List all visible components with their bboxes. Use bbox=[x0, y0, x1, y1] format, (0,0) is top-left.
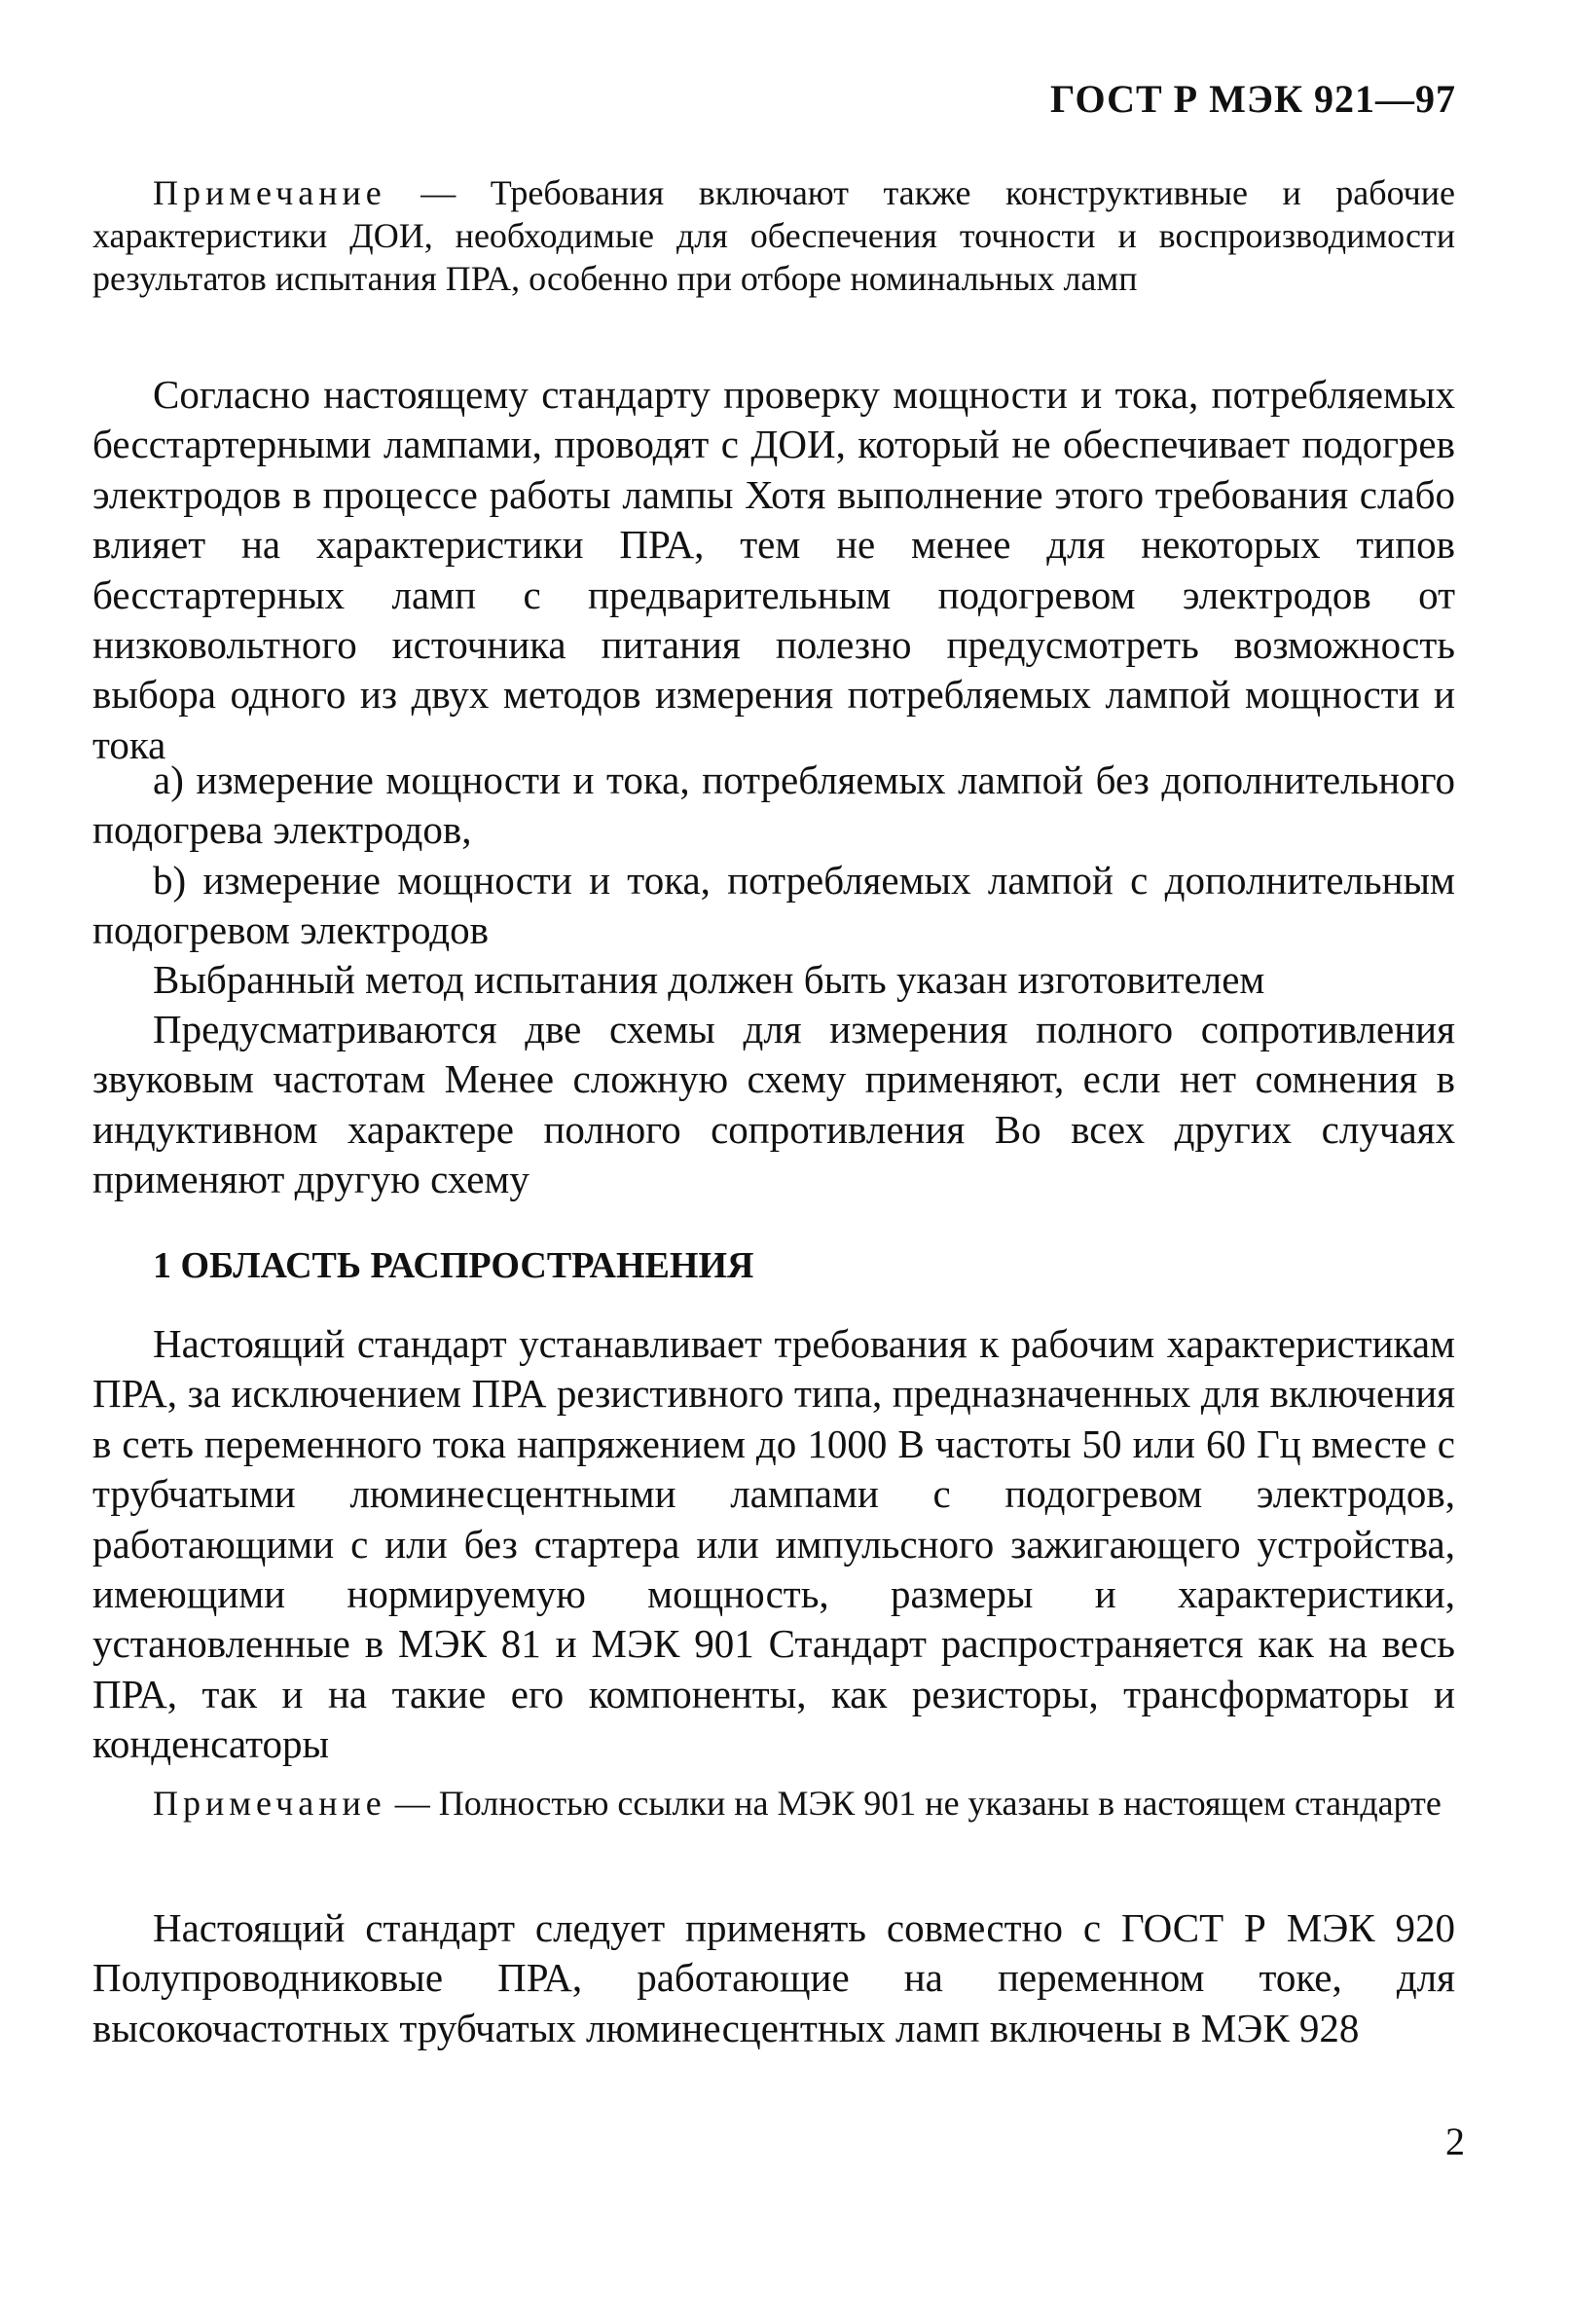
page-number: 2 bbox=[1445, 2120, 1465, 2163]
note-text: — Требования включают также конструктивные и рабочие характеристики ДОИ, необходимые для обеспечения точности и воспроизводимости результатов испытания ПРА, особенно при отборе номинальных ламп bbox=[92, 173, 1455, 298]
scope-paragraph-1: Настоящий стандарт устанавливает требования к рабочим характеристикам ПРА, за исключением ПРА резистивного типа, предназначенных для включения в сеть переменного тока напряжением до 1000 В частоты 50 или 60 Гц вместе с трубчатыми люминесцентными лампами с подогревом электродов, работающими с или без стартера или импульсного зажигающего устройства, имеющими нормируемую мощность, размеры и характеристики, установленные в МЭК 81 и МЭК 901 Стандарт распространяется как на весь ПРА, так и на такие его компоненты, как резисторы, трансформаторы и конденсаторы bbox=[92, 1321, 1455, 1767]
intro-paragraph-1: Согласно настоящему стандарту проверку мощности и тока, потребляемых бесстартерными лампами, проводят с ДОИ, который не обеспечивает подогрев электродов в процессе работы лампы Хотя выполнение этого требования слабо влияет на характеристики ПРА, тем не менее для некоторых типов бесстартерных ламп с предварительным подогревом электродов от низковольтного источника питания полезно предусмотреть возможность выбора одного из двух методов измерения потребляемых лампой мощности и тока bbox=[92, 372, 1455, 767]
section-heading: 1 ОБЛАСТЬ РАСПРОСТРАНЕНИЯ bbox=[153, 1245, 754, 1286]
intro-paragraph-2: Выбранный метод испытания должен быть указан изготовителем bbox=[153, 957, 1265, 1002]
standard-code-header: ГОСТ Р МЭК 921—97 bbox=[1050, 77, 1456, 121]
note-label: Примечание bbox=[153, 173, 386, 212]
note-references bbox=[92, 1782, 1455, 1825]
list-item-b: b) измерение мощности и тока, потребляемых лампой с дополнительным подогревом электродов bbox=[92, 858, 1455, 953]
note-requirements bbox=[92, 171, 1455, 300]
note-text: — Полностью ссылки на МЭК 901 не указаны в настоящем стандарте bbox=[385, 1784, 1442, 1823]
list-item-a: a) измерение мощности и тока, потребляемых лампой без дополнительного подогрева электродов, bbox=[92, 757, 1455, 853]
intro-paragraph-3: Предусматриваются две схемы для измерения полного сопротивления звуковым частотам Менее сложную схему применяют, если нет сомнения в индуктивном характере полного сопротивления Во всех других случаях применяют другую схему bbox=[92, 1007, 1455, 1202]
scope-paragraph-2: Настоящий стандарт следует применять совместно с ГОСТ Р МЭК 920 Полупроводниковые ПРА, работающие на переменном токе, для высокочастотных трубчатых люминесцентных ламп включены в МЭК 928 bbox=[92, 1905, 1455, 2050]
note-label: Примечание bbox=[153, 1784, 386, 1823]
